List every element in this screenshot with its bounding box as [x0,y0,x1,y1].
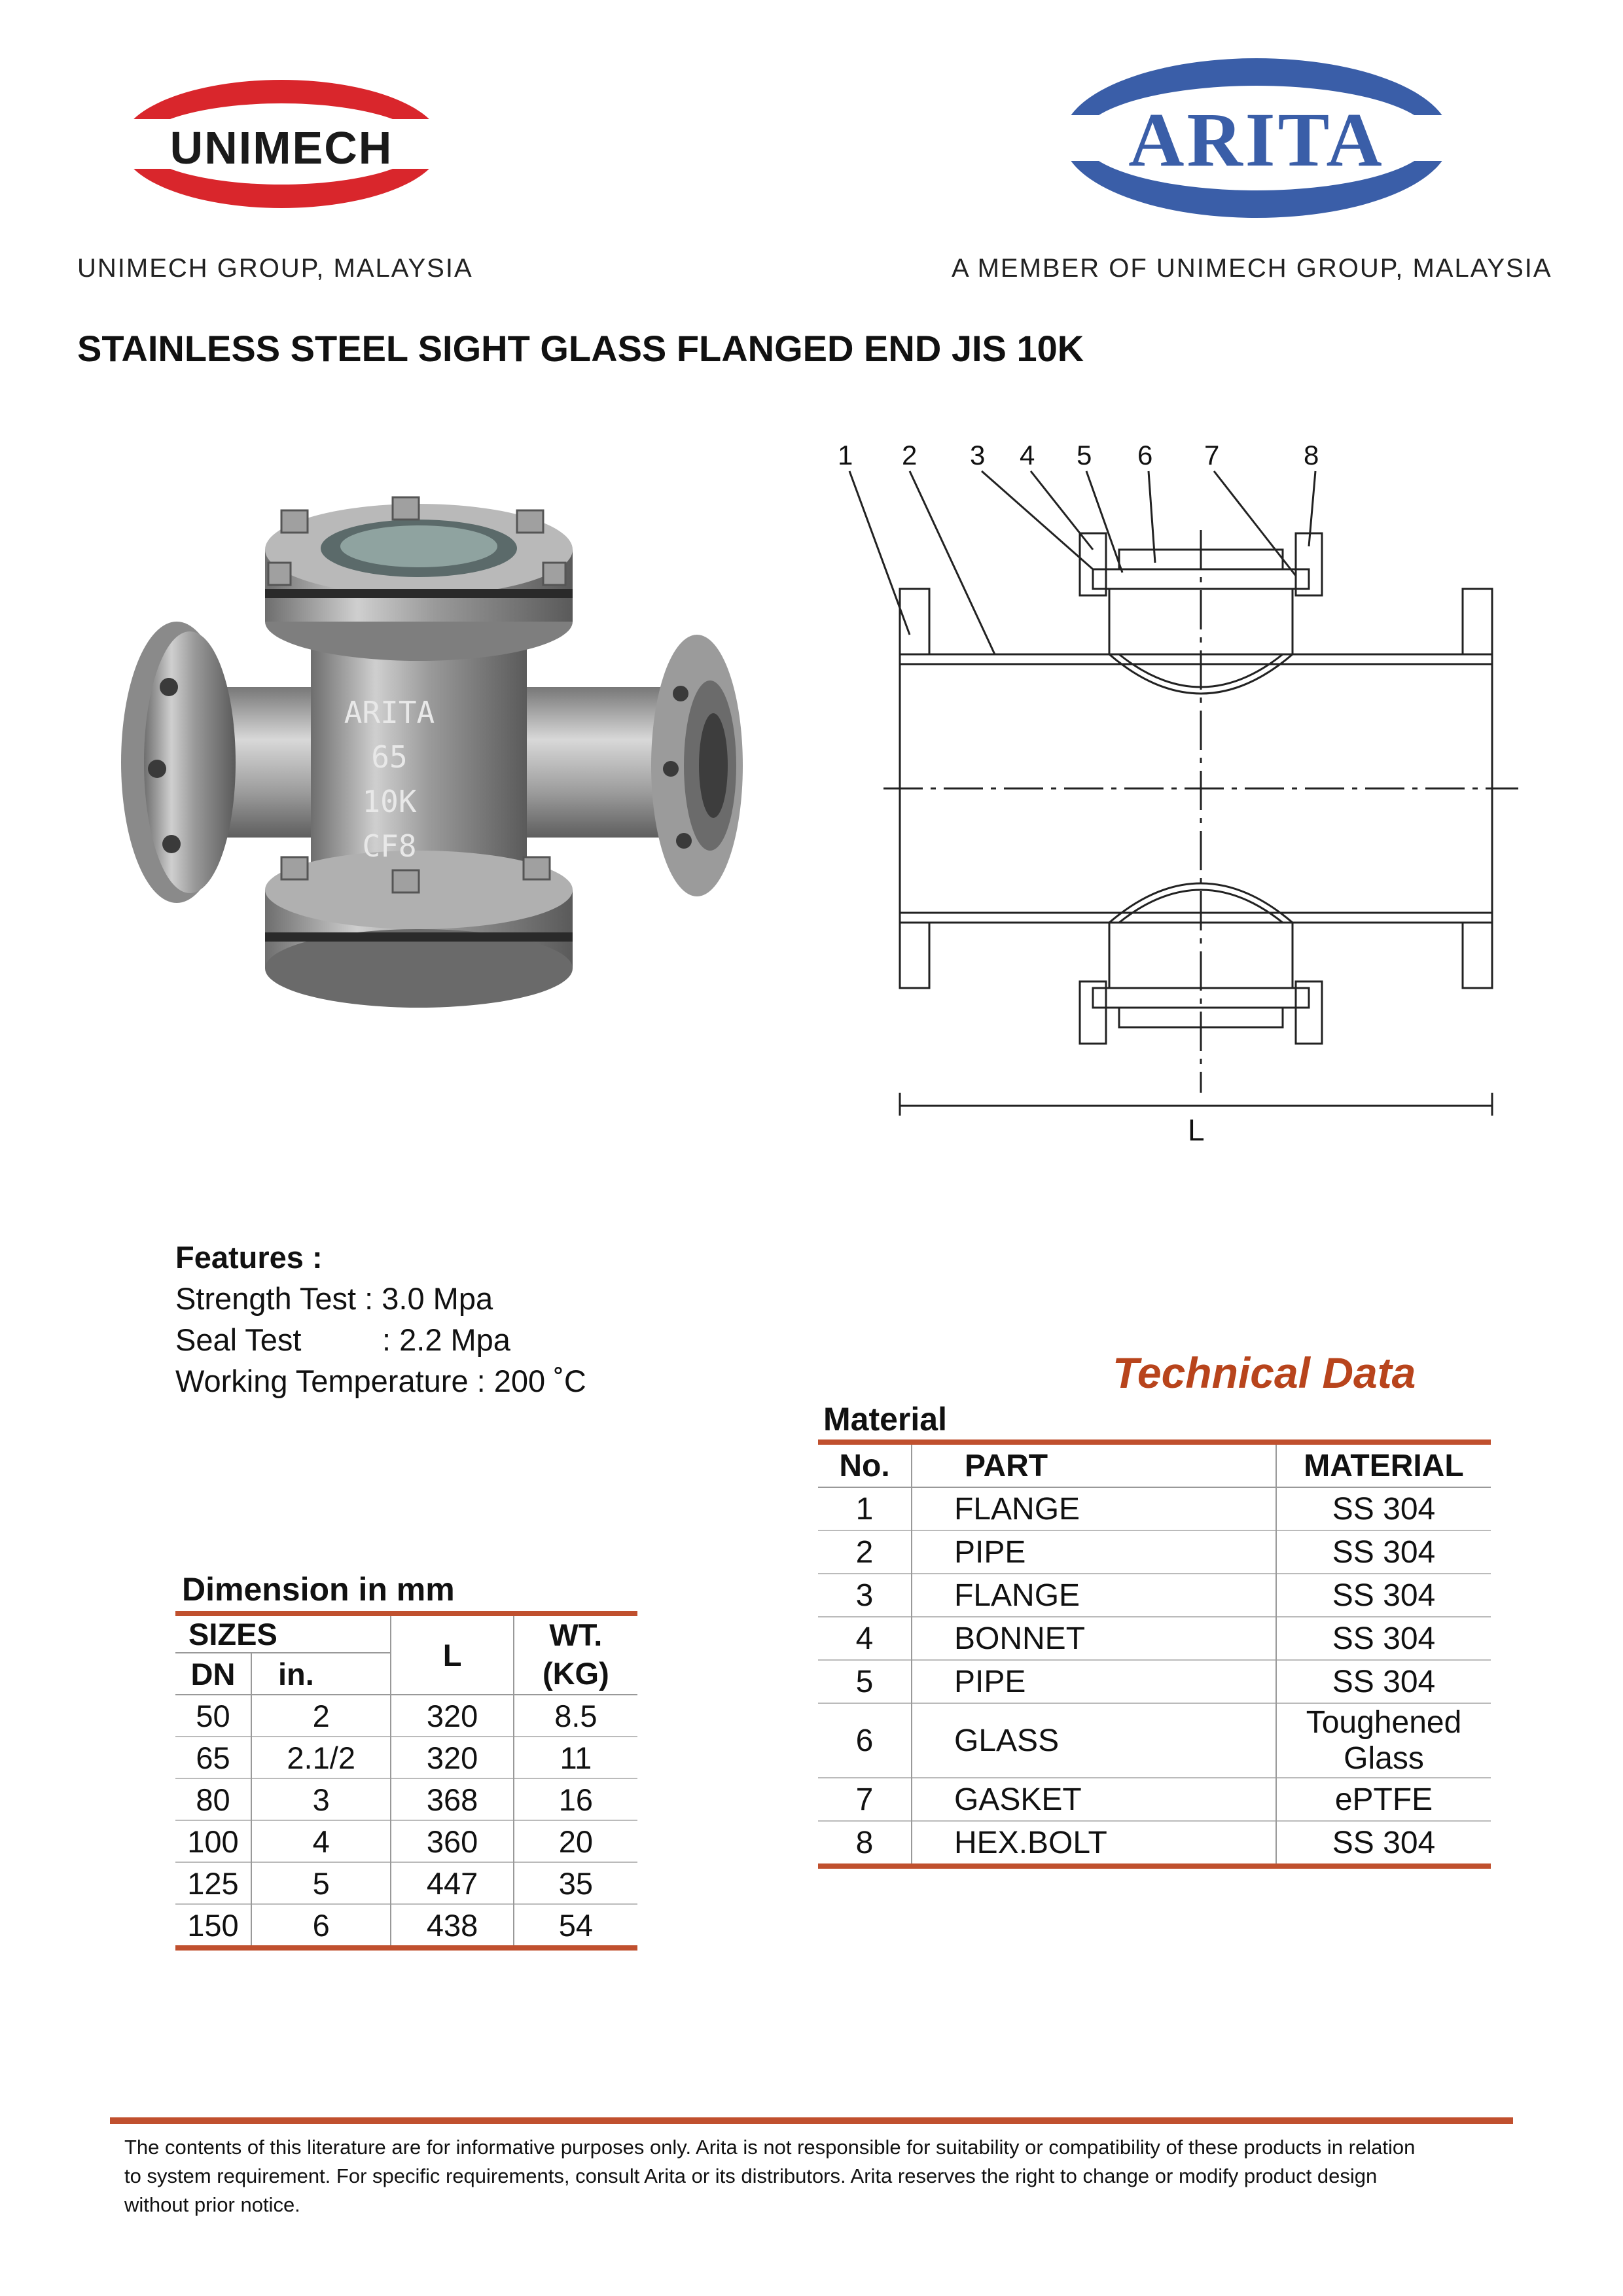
material-row-material: SS 304 [1332,1664,1436,1699]
dimension-row-in: 5 [251,1862,391,1904]
col-material: MATERIAL [1304,1448,1464,1483]
material-row-part: FLANGE [912,1574,1276,1617]
col-in: in. [251,1653,391,1695]
length-label: L [1188,1113,1205,1147]
dimension-header-row-1 [175,1616,637,1653]
dimension-row-dn: 50 [175,1695,251,1737]
material-row [818,1530,1491,1574]
col-l: L [391,1616,513,1695]
material-row-part: GLASS [912,1703,1276,1778]
material-row-no: 6 [818,1703,912,1778]
material-row-part: PIPE [912,1530,1276,1574]
part-number-1: 1 [838,440,853,470]
material-row-part: FLANGE [912,1487,1276,1530]
material-row-no: 3 [818,1574,912,1617]
material-row-part: BONNET [912,1617,1276,1660]
col-kg: (KG) [542,1656,609,1691]
part-number-4: 4 [1020,440,1035,470]
dimension-row-in: 3 [251,1778,391,1820]
footer-line: The contents of this literature are for informative purposes only. Arita is not responsible for suitability or compatibility of these products in relation [124,2136,1416,2159]
dimension-row [175,1695,637,1737]
unimech-logo [118,79,445,209]
page-title: STAINLESS STEEL SIGHT GLASS FLANGED END JIS 10K [77,328,1084,369]
material-table-top-rule [818,1439,1491,1445]
dimension-row-wt: 8.5 [554,1698,597,1733]
part-number-2: 2 [902,440,918,470]
material-row-material: SS 304 [1332,1534,1436,1570]
dimension-row [175,1904,637,1948]
casting-marks [330,690,448,868]
dimension-row-wt: 16 [558,1782,594,1817]
footer-line: without prior notice. [124,2193,300,2216]
dimension-row-l: 438 [391,1904,513,1948]
feature-value: : 3.0 Mpa [365,1281,493,1316]
product-photo [92,471,772,1060]
part-number-7: 7 [1204,440,1220,470]
material-row [818,1574,1491,1617]
material-row-no: 4 [818,1617,912,1660]
dimension-row-wt: 11 [560,1740,592,1775]
feature-label: Working Temperature [175,1364,469,1398]
technical-drawing [818,432,1558,1165]
footer-line: to system requirement. For specific requirements, consult Arita or its distributors. Arita reserves the right to change or modify product design [124,2164,1378,2187]
feature-working-temperature [175,1360,586,1402]
material-row-part: GASKET [912,1778,1276,1821]
dimension-row [175,1737,637,1778]
material-row [818,1660,1491,1703]
material-row [818,1821,1491,1866]
dimension-row-dn: 80 [175,1778,251,1820]
dimension-heading: Dimension in mm [182,1571,455,1608]
dimension-row-in: 2.1/2 [251,1737,391,1778]
part-number-6: 6 [1137,440,1153,470]
material-row-no: 1 [818,1487,912,1530]
dimension-row-dn: 100 [175,1820,251,1862]
part-number-3: 3 [970,440,986,470]
material-row-material: SS 304 [1332,1825,1436,1860]
feature-label: Strength Test [175,1281,357,1316]
dimension-table-top-rule [175,1611,637,1616]
part-number-8: 8 [1304,440,1319,470]
material-row-part: PIPE [912,1660,1276,1703]
dimension-row-l: 320 [391,1695,513,1737]
unimech-tagline: UNIMECH GROUP, MALAYSIA [77,254,473,283]
dimension-row-dn: 150 [175,1904,251,1948]
dimension-row-wt: 54 [558,1907,594,1943]
dimension-row-dn: 65 [175,1737,251,1778]
material-row-material: ePTFE [1334,1782,1433,1817]
feature-seal-test [175,1319,586,1360]
dimension-row-l: 368 [391,1778,513,1820]
col-dn: DN [175,1653,251,1695]
part-number-5: 5 [1077,440,1092,470]
material-heading: Material [823,1401,947,1438]
material-row-no: 7 [818,1778,912,1821]
feature-label: Seal Test [175,1322,302,1357]
unimech-logo-text: UNIMECH [169,122,393,173]
col-wt: WT. [549,1617,603,1652]
col-sizes: SIZES [175,1616,391,1653]
col-no: No. [818,1445,912,1487]
arita-tagline: A MEMBER OF UNIMECH GROUP, MALAYSIA [952,254,1552,283]
material-row-part: HEX.BOLT [912,1821,1276,1866]
dimension-row-in: 6 [251,1904,391,1948]
dimension-row-wt: 20 [558,1824,594,1859]
material-row-material: SS 304 [1332,1491,1436,1527]
material-table [818,1445,1491,1869]
dimension-row-l: 360 [391,1820,513,1862]
features-heading: Features : [175,1240,323,1275]
dimension-row [175,1820,637,1862]
dimension-row [175,1778,637,1820]
dimension-row-dn: 125 [175,1862,251,1904]
material-row-no: 5 [818,1660,912,1703]
casting-mark: 10K [362,784,417,819]
material-row-material: SS 304 [1332,1578,1436,1613]
feature-value: : 2.2 Mpa [382,1322,510,1357]
material-table-header [818,1445,1491,1487]
dimension-row-wt: 35 [558,1865,594,1901]
casting-mark: 65 [371,739,408,775]
dimension-row-l: 447 [391,1862,513,1904]
technical-data-heading: Technical Data [1113,1349,1416,1397]
casting-mark: CF8 [362,828,417,864]
material-row [818,1703,1491,1778]
arita-logo-text: ARITA [1128,97,1385,183]
dimension-row-in: 2 [251,1695,391,1737]
dimension-table [175,1616,637,1951]
dimension-row-l: 320 [391,1737,513,1778]
dimension-row-in: 4 [251,1820,391,1862]
material-row-no: 2 [818,1530,912,1574]
col-part: PART [912,1445,1276,1487]
material-row-material: Toughened Glass [1306,1705,1462,1776]
material-row [818,1778,1491,1821]
feature-strength-test [175,1278,586,1319]
features [175,1237,586,1402]
footer-disclaimer [124,2133,1518,2219]
casting-mark: ARITA [344,695,435,730]
arita-logo [1060,55,1453,221]
footer-rule [110,2117,1513,2124]
material-row-material: SS 304 [1332,1621,1436,1656]
material-row [818,1617,1491,1660]
material-row-no: 8 [818,1821,912,1866]
material-row [818,1487,1491,1530]
dimension-row [175,1862,637,1904]
feature-value: : 200 ˚C [476,1364,586,1398]
